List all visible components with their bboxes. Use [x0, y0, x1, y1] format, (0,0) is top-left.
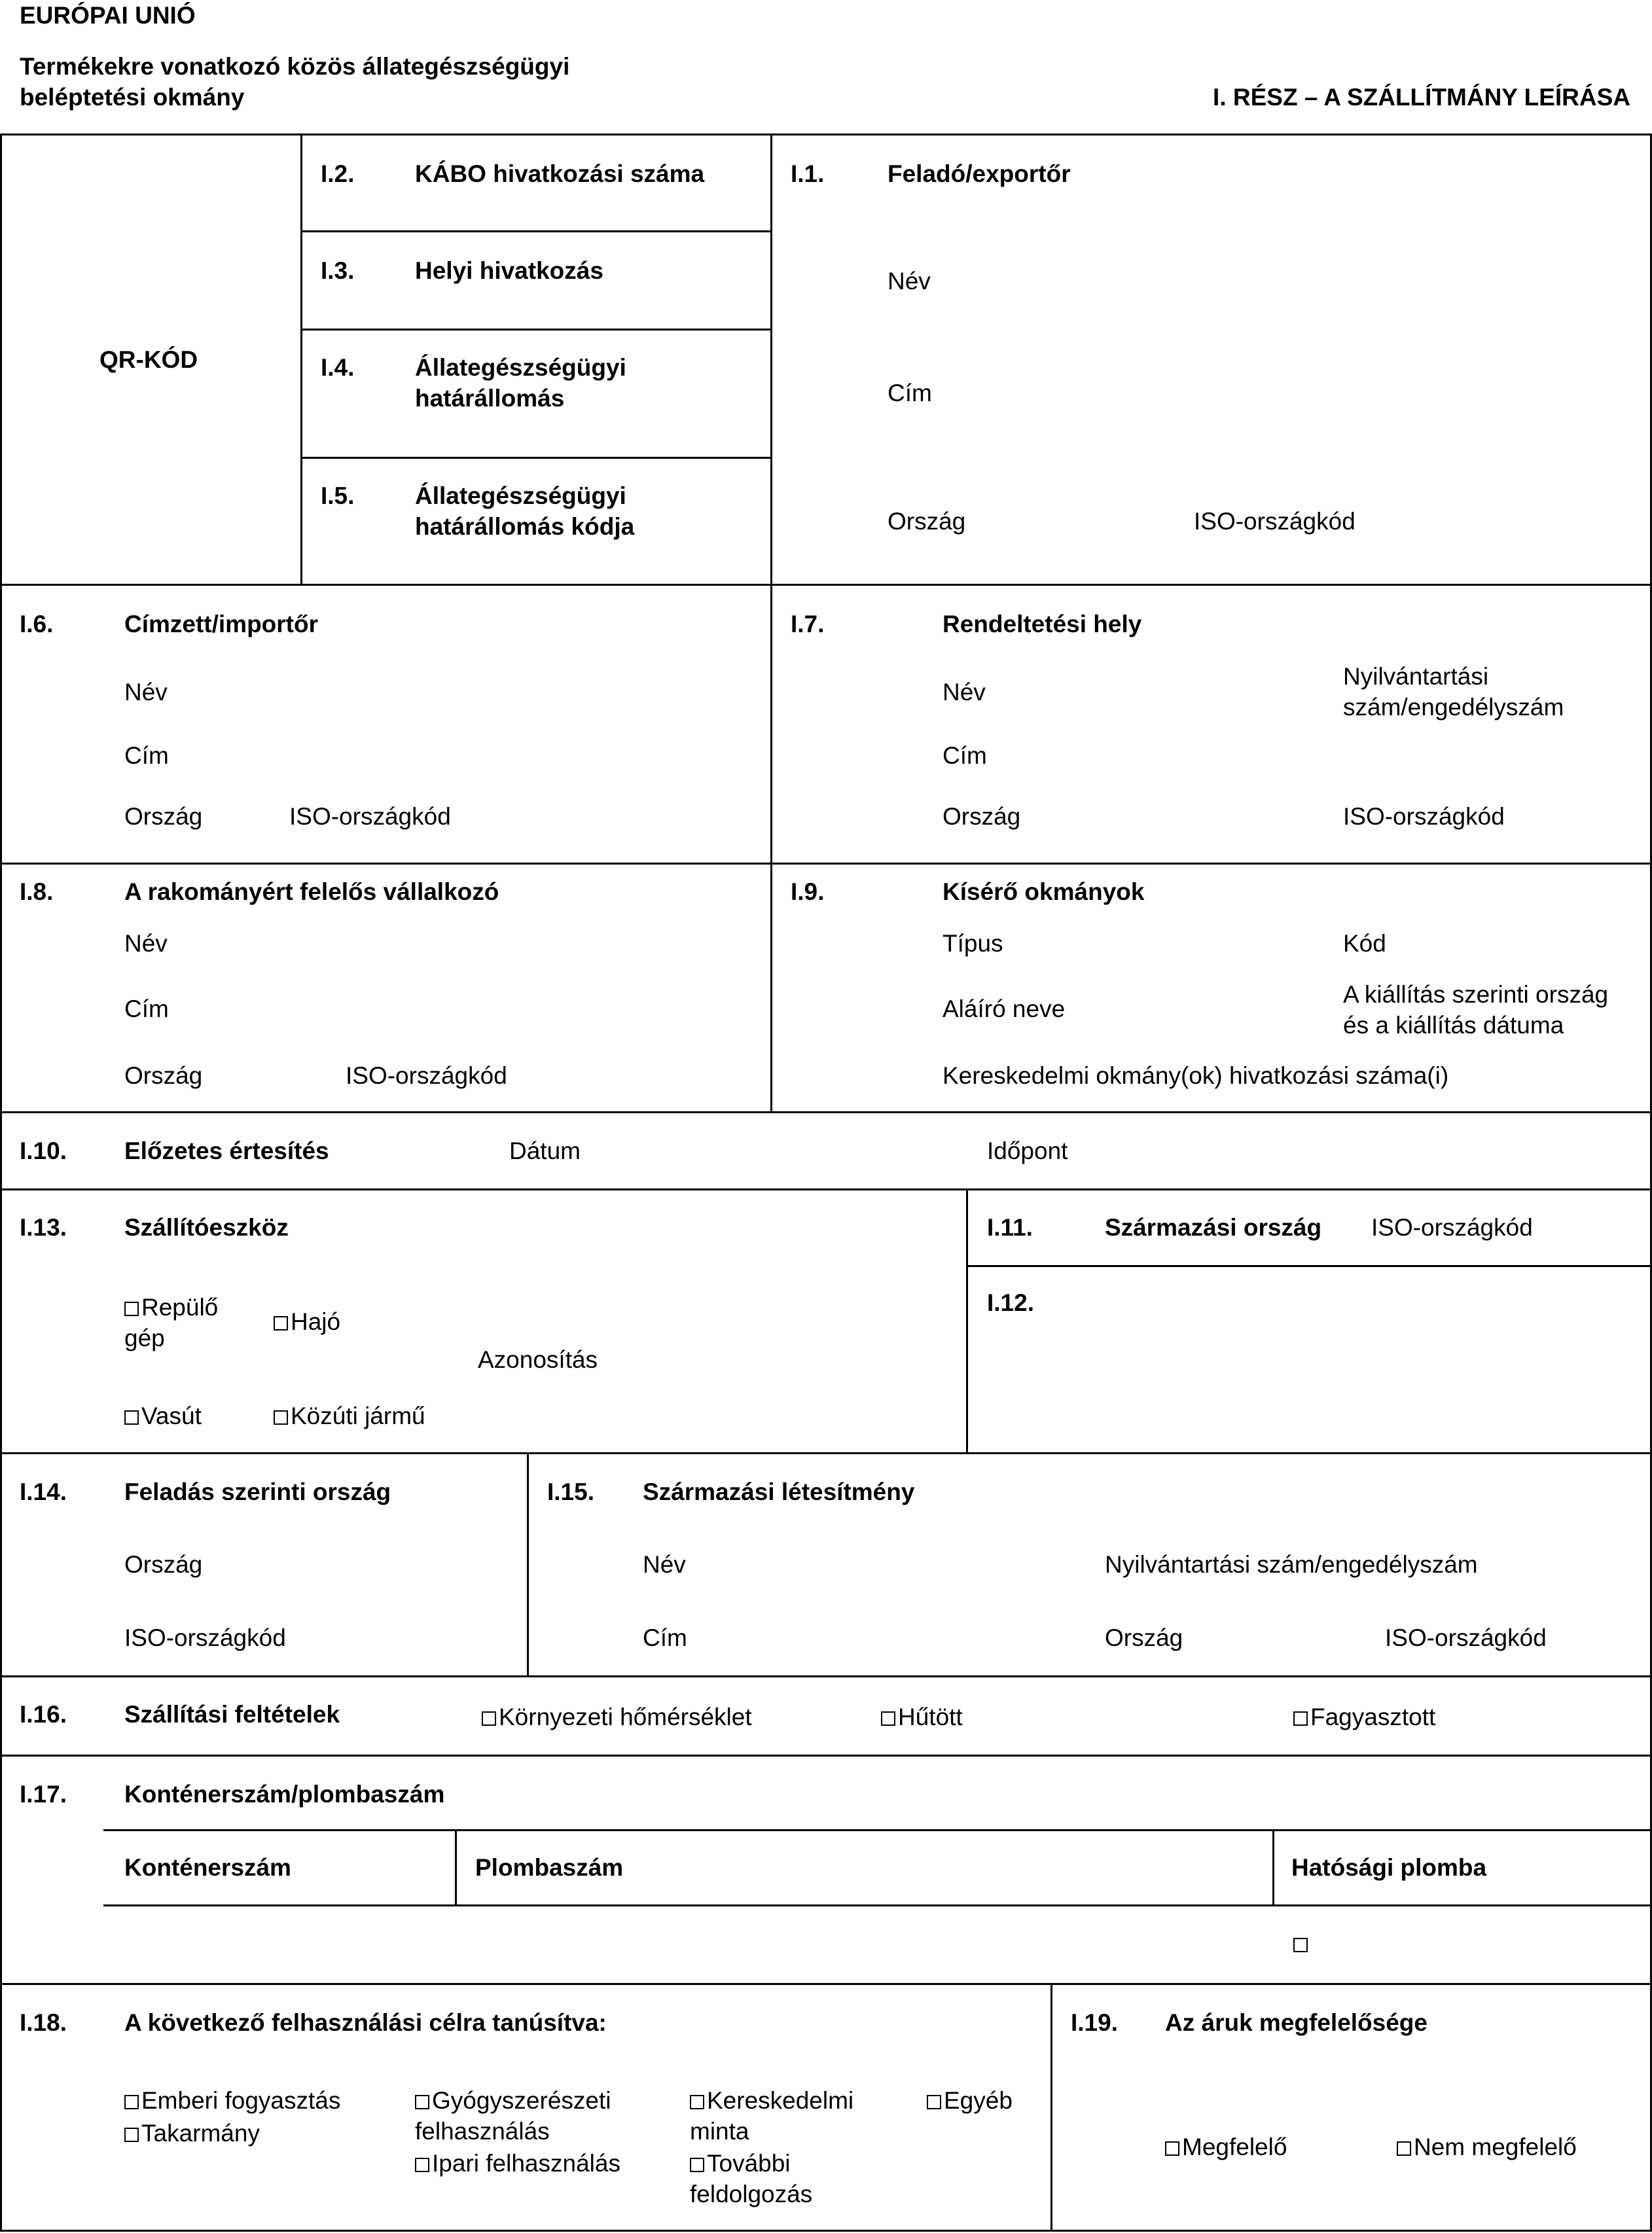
org-name: EURÓPAI UNIÓ	[20, 2, 196, 29]
i15-name-field: Név	[643, 1551, 686, 1578]
i10-date-field: Dátum	[509, 1137, 581, 1164]
rule-row3-bottom	[0, 1111, 1652, 1113]
i16-chilled-option[interactable]: Hűtött	[881, 1702, 963, 1732]
i15-iso-field: ISO-országkód	[1385, 1624, 1547, 1651]
rule-mid-upper	[770, 134, 772, 1113]
i16-number: I.16.	[20, 1701, 67, 1728]
i18-feed-option[interactable]: Takarmány	[124, 2118, 260, 2149]
checkbox-icon[interactable]	[274, 1410, 288, 1425]
i13-ship-option[interactable]: Hajó	[274, 1306, 340, 1337]
i13-identification-field: Azonosítás	[478, 1346, 598, 1373]
i17-container-header: Konténerszám	[124, 1854, 291, 1881]
document-title-line1: Termékekre vonatkozó közös állategészségügyi	[20, 53, 570, 80]
i18-further-processing-line2: feldolgozás	[690, 2181, 813, 2207]
i13-road-option[interactable]: Közúti jármű	[274, 1401, 425, 1431]
i9-signatory-field: Aláíró neve	[943, 995, 1066, 1022]
i9-commercial-docs-field: Kereskedelmi okmány(ok) hivatkozási száma(i)	[943, 1062, 1449, 1089]
i1-address-field: Cím	[888, 380, 932, 406]
rule-i17-header-top	[103, 1829, 1652, 1831]
i16-ambient-option[interactable]: Környezeti hőmérséklet	[482, 1702, 752, 1732]
i18-label: A következő felhasználási célra tanúsítva:	[124, 2009, 607, 2036]
i2-label: KÁBO hivatkozási száma	[415, 160, 705, 187]
rule-top	[0, 134, 1652, 135]
i9-type-field: Típus	[943, 930, 1003, 957]
i11-number: I.11.	[987, 1214, 1033, 1241]
rule-i4-bottom	[300, 457, 772, 459]
i19-nonconform-option[interactable]: Nem megfelelő	[1397, 2132, 1577, 2162]
i15-address-field: Cím	[643, 1624, 687, 1651]
i1-iso-field: ISO-országkód	[1194, 508, 1356, 535]
i1-label: Feladó/exportőr	[888, 160, 1071, 187]
rule-bottom	[0, 2230, 1652, 2232]
rule-row7-bottom	[0, 1755, 1652, 1757]
i5-number: I.5.	[321, 482, 355, 509]
i8-label: A rakományért felelős vállalkozó	[124, 878, 499, 905]
rule-i3-bottom	[300, 329, 772, 330]
i18-human-consumption-option[interactable]: Emberi fogyasztás	[124, 2085, 340, 2116]
i17-official-seal-checkbox[interactable]	[1293, 1938, 1310, 1955]
i7-number: I.7.	[791, 611, 825, 637]
checkbox-icon[interactable]	[274, 1316, 288, 1331]
i7-address-field: Cím	[943, 742, 987, 769]
i8-country-field: Ország	[124, 1062, 203, 1089]
i7-country-field: Ország	[943, 803, 1021, 830]
i10-number: I.10.	[20, 1137, 67, 1164]
i3-label: Helyi hivatkozás	[415, 257, 603, 284]
i18-pharma-option-line2: felhasználás	[415, 2118, 550, 2145]
i15-number: I.15.	[547, 1478, 594, 1505]
rule-i13-right	[966, 1188, 968, 1454]
i3-number: I.3.	[321, 257, 355, 284]
i18-commercial-sample-option[interactable]: Kereskedelmi	[690, 2085, 853, 2116]
i18-pharma-option[interactable]: Gyógyszerészeti	[415, 2085, 611, 2116]
i18-further-processing-option[interactable]: További	[690, 2148, 791, 2179]
i9-code-field: Kód	[1343, 930, 1386, 957]
checkbox-icon[interactable]	[1165, 2141, 1179, 2156]
rule-row4-bottom	[0, 1188, 1652, 1190]
i6-address-field: Cím	[124, 742, 169, 769]
rule-row1-bottom	[0, 584, 1652, 586]
i8-address-field: Cím	[124, 995, 169, 1022]
i12-number: I.12.	[987, 1289, 1034, 1316]
i1-number: I.1.	[791, 160, 825, 187]
i4-number: I.4.	[321, 354, 355, 381]
checkbox-icon[interactable]	[690, 2095, 704, 2109]
i18-industrial-option[interactable]: Ipari felhasználás	[415, 2148, 620, 2179]
i19-number: I.19.	[1071, 2009, 1118, 2036]
checkbox-icon[interactable]	[415, 2158, 429, 2172]
i1-country-field: Ország	[888, 508, 966, 535]
i7-registration-line1: Nyilvántartási	[1343, 663, 1489, 690]
i8-iso-field: ISO-országkód	[346, 1062, 507, 1089]
document-title-line2: beléptetési okmány	[20, 84, 245, 111]
qr-code-label: QR-KÓD	[99, 346, 198, 373]
i7-label: Rendeltetési hely	[943, 611, 1142, 637]
i18-other-option[interactable]: Egyéb	[927, 2085, 1013, 2116]
i13-rail-option[interactable]: Vasút	[124, 1401, 202, 1431]
i6-number: I.6.	[20, 611, 54, 637]
i13-plane-option[interactable]: Repülő	[124, 1292, 218, 1323]
i14-country-field: Ország	[124, 1551, 203, 1578]
i9-number: I.9.	[791, 878, 825, 905]
checkbox-icon[interactable]	[124, 2128, 139, 2142]
i18-commercial-sample-line2: minta	[690, 2118, 749, 2145]
i5-label-line2: határállomás kódja	[415, 513, 635, 540]
rule-row8-bottom	[0, 1983, 1652, 1985]
i15-label: Származási létesítmény	[643, 1478, 915, 1505]
i18-number: I.18.	[20, 2009, 67, 2036]
rule-row2-bottom	[0, 863, 1652, 865]
checkbox-icon[interactable]	[124, 1410, 139, 1425]
i19-label: Az áruk megfelelősége	[1165, 2009, 1428, 2036]
part-title: I. RÉSZ – A SZÁLLÍTMÁNY LEÍRÁSA	[1213, 84, 1630, 111]
i11-iso-field: ISO-országkód	[1371, 1214, 1533, 1241]
rule-i2-bottom	[300, 230, 772, 232]
i6-iso-field: ISO-országkód	[289, 803, 451, 830]
i16-frozen-option[interactable]: Fagyasztott	[1293, 1702, 1435, 1732]
i13-plane-option-line2: gép	[124, 1325, 165, 1351]
i16-label: Szállítási feltételek	[124, 1701, 340, 1728]
checkbox-icon[interactable]	[482, 1711, 496, 1726]
checkbox-icon[interactable]	[415, 2095, 429, 2109]
i13-label: Szállítóeszköz	[124, 1214, 289, 1241]
i9-issue-line1: A kiállítás szerinti ország	[1343, 981, 1609, 1008]
checkbox-icon[interactable]	[690, 2158, 704, 2172]
rule-row6-bottom	[0, 1675, 1652, 1677]
rule-i11-bottom	[966, 1265, 1652, 1267]
i17-label: Konténerszám/plombaszám	[124, 1781, 445, 1808]
rule-i17-header-bottom	[103, 1904, 1652, 1906]
i14-iso-field: ISO-országkód	[124, 1624, 286, 1651]
checkbox-icon[interactable]	[881, 1711, 895, 1726]
i6-name-field: Név	[124, 679, 168, 706]
i11-label: Származási ország	[1105, 1214, 1322, 1241]
checkbox-icon[interactable]	[124, 1302, 139, 1316]
i7-registration-line2: szám/engedélyszám	[1343, 694, 1564, 721]
i8-name-field: Név	[124, 930, 168, 957]
i4-label-line2: határállomás	[415, 385, 565, 412]
i6-label: Címzett/importőr	[124, 611, 318, 637]
rule-left	[0, 134, 2, 2232]
i17-official-seal-header: Hatósági plomba	[1291, 1854, 1487, 1881]
i19-conform-option[interactable]: Megfelelő	[1165, 2132, 1287, 2162]
i17-seal-header: Plombaszám	[475, 1854, 624, 1881]
i10-label: Előzetes értesítés	[124, 1137, 329, 1164]
i9-issue-line2: és a kiállítás dátuma	[1343, 1012, 1564, 1039]
i2-number: I.2.	[321, 160, 355, 187]
checkbox-icon[interactable]	[1293, 1711, 1308, 1726]
i15-registration-field: Nyilvántartási szám/engedélyszám	[1105, 1551, 1478, 1578]
i13-number: I.13.	[20, 1214, 67, 1241]
rule-i14-right	[527, 1452, 529, 1677]
i14-label: Feladás szerinti ország	[124, 1478, 391, 1505]
rule-i17-col1	[455, 1829, 457, 1906]
checkbox-icon[interactable]	[927, 2095, 941, 2109]
i4-label-line1: Állategészségügyi	[415, 354, 626, 381]
rule-i17-col2	[1272, 1829, 1274, 1906]
i14-number: I.14.	[20, 1478, 67, 1505]
i10-time-field: Időpont	[987, 1137, 1068, 1164]
rule-row5-bottom	[0, 1452, 1652, 1454]
i5-label-line1: Állategészségügyi	[415, 482, 626, 509]
checkbox-icon[interactable]	[124, 2095, 139, 2109]
i1-name-field: Név	[888, 268, 931, 295]
i7-iso-field: ISO-országkód	[1343, 803, 1505, 830]
checkbox-icon[interactable]	[1397, 2141, 1411, 2156]
i7-name-field: Név	[943, 679, 986, 706]
rule-qr-right	[300, 134, 302, 585]
i8-number: I.8.	[20, 878, 54, 905]
i17-number: I.17.	[20, 1781, 67, 1808]
i6-country-field: Ország	[124, 803, 203, 830]
checkbox-icon[interactable]	[1293, 1938, 1308, 1952]
i15-country-field: Ország	[1105, 1624, 1183, 1651]
i9-label: Kísérő okmányok	[943, 878, 1145, 905]
rule-i18-right	[1050, 1983, 1052, 2232]
